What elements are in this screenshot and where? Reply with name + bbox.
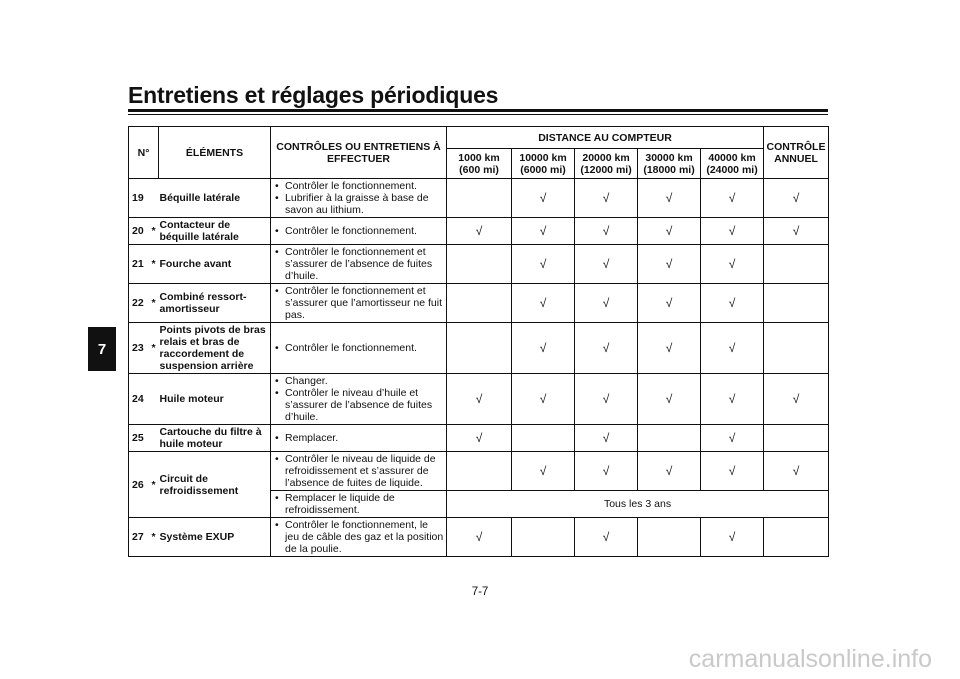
check-cell	[447, 218, 512, 245]
check-cell	[447, 179, 512, 218]
header-distance-1: 1000 km (600 mi)	[447, 149, 512, 179]
check-mark-icon: √	[728, 464, 736, 478]
table-row	[129, 218, 829, 245]
row-number: 19	[129, 179, 149, 218]
check-mark-icon: √	[792, 224, 800, 238]
check-cell	[701, 425, 764, 452]
table-row	[129, 323, 829, 374]
check-cell	[701, 245, 764, 284]
check-cell	[447, 284, 512, 323]
check-mark-icon: √	[728, 224, 736, 238]
check-cell	[512, 284, 575, 323]
check-mark-icon: √	[728, 392, 736, 406]
row-number: 24	[129, 374, 149, 425]
check-mark-icon: √	[539, 392, 547, 406]
row-element: Contacteur de béquille latérale	[159, 218, 271, 245]
row-number: 27	[129, 518, 149, 557]
check-cell	[764, 218, 829, 245]
check-cell	[447, 518, 512, 557]
header-elements: ÉLÉMENTS	[159, 127, 271, 179]
check-cell	[575, 518, 638, 557]
row-actions	[271, 518, 447, 557]
table-row	[129, 284, 829, 323]
action-item: • Contrôler le fonctionnement.	[273, 342, 444, 354]
check-cell	[764, 245, 829, 284]
check-cell	[575, 245, 638, 284]
check-cell	[512, 323, 575, 374]
row-star: *	[149, 518, 159, 557]
table-body	[129, 179, 829, 557]
check-cell	[447, 374, 512, 425]
row-element: Circuit de refroidissement	[159, 452, 271, 518]
check-cell	[701, 179, 764, 218]
check-mark-icon: √	[792, 464, 800, 478]
check-cell	[764, 452, 829, 491]
row-number: 21	[129, 245, 149, 284]
check-mark-icon: √	[475, 431, 483, 445]
check-cell	[701, 218, 764, 245]
action-item: • Remplacer.	[273, 432, 444, 444]
check-mark-icon: √	[475, 530, 483, 544]
action-item: • Contrôler le fonctionnement.	[273, 225, 444, 237]
header-no: N°	[129, 127, 159, 179]
check-cell	[638, 284, 701, 323]
check-mark-icon: √	[475, 224, 483, 238]
action-item: • Contrôler le fonctionnement.	[273, 180, 444, 192]
check-cell	[638, 245, 701, 284]
row-element: Huile moteur	[159, 374, 271, 425]
row-star	[149, 425, 159, 452]
row-actions	[271, 218, 447, 245]
action-item: • Changer.	[273, 375, 444, 387]
watermark: carmanualsonline.info	[688, 645, 932, 673]
check-mark-icon: √	[602, 530, 610, 544]
check-cell	[575, 374, 638, 425]
check-cell	[764, 323, 829, 374]
check-cell	[638, 179, 701, 218]
check-mark-icon: √	[792, 392, 800, 406]
check-cell	[701, 452, 764, 491]
check-mark-icon: √	[602, 296, 610, 310]
action-item: • Contrôler le fonctionnement et s’assurer de l’absence de fuites d’huile.	[273, 246, 444, 282]
check-cell	[575, 284, 638, 323]
check-cell	[638, 323, 701, 374]
table-row	[129, 518, 829, 557]
header-distance: DISTANCE AU COMPTEUR	[447, 127, 764, 149]
check-cell	[701, 323, 764, 374]
check-cell	[512, 374, 575, 425]
check-cell	[638, 218, 701, 245]
interval-note: Tous les 3 ans	[447, 491, 829, 518]
page-title: Entretiens et réglages périodiques	[128, 82, 499, 108]
check-mark-icon: √	[539, 464, 547, 478]
check-mark-icon: √	[602, 464, 610, 478]
action-item: • Contrôler le fonctionnement et s’assurer que l’amortisseur ne fuit pas.	[273, 285, 444, 321]
check-mark-icon: √	[665, 296, 673, 310]
row-star: *	[149, 452, 159, 518]
action-item: • Contrôler le fonctionnement, le jeu de câble des gaz et la position de la poulie.	[273, 519, 444, 555]
row-star: *	[149, 284, 159, 323]
row-actions	[271, 179, 447, 218]
check-cell	[764, 425, 829, 452]
check-cell	[575, 452, 638, 491]
check-mark-icon: √	[728, 530, 736, 544]
check-cell	[701, 374, 764, 425]
row-star	[149, 374, 159, 425]
row-actions	[271, 323, 447, 374]
check-mark-icon: √	[539, 296, 547, 310]
check-cell	[764, 284, 829, 323]
check-cell	[575, 179, 638, 218]
check-cell	[512, 245, 575, 284]
action-item: • Remplacer le liquide de refroidissement.	[273, 492, 444, 516]
check-mark-icon: √	[602, 392, 610, 406]
check-mark-icon: √	[728, 257, 736, 271]
check-cell	[638, 518, 701, 557]
check-cell	[512, 218, 575, 245]
check-cell	[575, 218, 638, 245]
row-star: *	[149, 245, 159, 284]
row-actions	[271, 284, 447, 323]
row-actions	[271, 452, 447, 491]
check-cell	[512, 425, 575, 452]
check-mark-icon: √	[665, 341, 673, 355]
check-mark-icon: √	[728, 296, 736, 310]
row-element: Points pivots de bras relais et bras de raccordement de suspension arrière	[159, 323, 271, 374]
page-number: 7-7	[471, 586, 489, 598]
row-star: *	[149, 323, 159, 374]
row-number: 23	[129, 323, 149, 374]
check-mark-icon: √	[665, 257, 673, 271]
header-annual: CONTRÔLE ANNUEL	[764, 127, 829, 179]
check-cell	[701, 284, 764, 323]
title-rule-thick	[128, 109, 828, 112]
row-element: Béquille latérale	[159, 179, 271, 218]
table-row	[129, 245, 829, 284]
check-cell	[512, 179, 575, 218]
check-mark-icon: √	[665, 392, 673, 406]
check-mark-icon: √	[602, 224, 610, 238]
table-row	[129, 179, 829, 218]
check-cell	[764, 179, 829, 218]
check-mark-icon: √	[665, 191, 673, 205]
check-cell	[512, 452, 575, 491]
check-mark-icon: √	[539, 224, 547, 238]
row-number: 26	[129, 452, 149, 518]
check-mark-icon: √	[665, 224, 673, 238]
row-star	[149, 179, 159, 218]
check-mark-icon: √	[602, 431, 610, 445]
check-mark-icon: √	[539, 191, 547, 205]
check-cell	[447, 452, 512, 491]
action-item: • Contrôler le niveau de liquide de refroidissement et s’assurer de l’absence de fuites de liquide.	[273, 453, 444, 489]
check-mark-icon: √	[665, 464, 673, 478]
check-mark-icon: √	[539, 341, 547, 355]
check-mark-icon: √	[728, 191, 736, 205]
check-mark-icon: √	[792, 191, 800, 205]
row-element: Fourche avant	[159, 245, 271, 284]
check-cell	[447, 425, 512, 452]
row-element: Combiné ressort-amortisseur	[159, 284, 271, 323]
table-row	[129, 425, 829, 452]
row-element: Cartouche du filtre à huile moteur	[159, 425, 271, 452]
row-number: 25	[129, 425, 149, 452]
check-mark-icon: √	[475, 392, 483, 406]
check-mark-icon: √	[602, 341, 610, 355]
chapter-tab: 7	[88, 327, 116, 371]
action-item: • Contrôler le niveau d’huile et s’assurer de l’absence de fuites d’huile.	[273, 387, 444, 423]
check-cell	[575, 323, 638, 374]
check-mark-icon: √	[728, 431, 736, 445]
check-mark-icon: √	[539, 257, 547, 271]
check-cell	[764, 374, 829, 425]
table-row	[129, 374, 829, 425]
row-star: *	[149, 218, 159, 245]
header-distance-2: 10000 km (6000 mi)	[512, 149, 575, 179]
check-mark-icon: √	[602, 191, 610, 205]
row-number: 20	[129, 218, 149, 245]
row-actions	[271, 374, 447, 425]
check-cell	[575, 425, 638, 452]
header-distance-5: 40000 km (24000 mi)	[701, 149, 764, 179]
check-cell	[701, 518, 764, 557]
check-cell	[638, 374, 701, 425]
header-distance-4: 30000 km (18000 mi)	[638, 149, 701, 179]
row-actions	[271, 245, 447, 284]
check-cell	[447, 245, 512, 284]
header-controles: CONTRÔLES OU ENTRETIENS À EFFECTUER	[271, 127, 447, 179]
check-cell	[447, 323, 512, 374]
row-actions	[271, 425, 447, 452]
check-cell	[638, 452, 701, 491]
row-number: 22	[129, 284, 149, 323]
header-distance-3: 20000 km (12000 mi)	[575, 149, 638, 179]
action-item: • Lubrifier à la graisse à base de savon au lithium.	[273, 192, 444, 216]
table-row	[129, 452, 829, 491]
maintenance-table	[128, 126, 829, 557]
row-actions	[271, 491, 447, 518]
check-mark-icon: √	[728, 341, 736, 355]
check-cell	[764, 518, 829, 557]
check-cell	[638, 425, 701, 452]
check-mark-icon: √	[602, 257, 610, 271]
check-cell	[512, 518, 575, 557]
title-rule-thin	[128, 114, 828, 115]
row-element: Système EXUP	[159, 518, 271, 557]
